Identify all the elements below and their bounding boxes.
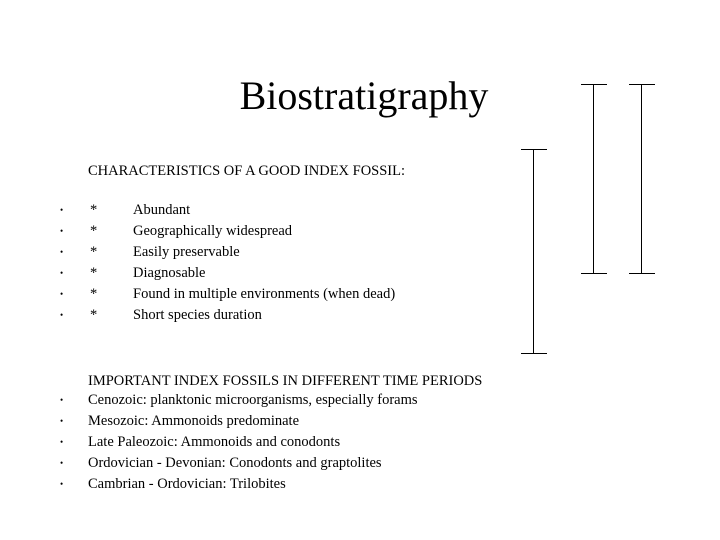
list-item-text: Easily preservable (133, 244, 240, 261)
asterisk-marker: * (90, 286, 98, 303)
asterisk-marker: * (90, 307, 98, 324)
bullet: • (60, 458, 64, 469)
list-item (60, 284, 480, 305)
bullet: • (60, 226, 64, 237)
section-heading-characteristics: CHARACTERISTICS OF A GOOD INDEX FOSSIL: (88, 163, 406, 179)
range-bar-left (521, 149, 547, 353)
range-bar-middle (581, 84, 607, 273)
index-fossils-list (60, 390, 480, 495)
list-item (60, 453, 480, 474)
list-item (60, 474, 480, 495)
list-item-text: Cenozoic: planktonic microorganisms, especially forams (88, 392, 418, 408)
list-item-text: Geographically widespread (133, 223, 293, 240)
list-item-text: Mesozoic: Ammonoids predominate (88, 413, 300, 430)
asterisk-marker: * (90, 202, 98, 218)
bullet: • (60, 437, 64, 448)
section-heading-index-fossils: IMPORTANT INDEX FOSSILS IN DIFFERENT TIME PERIODS (88, 373, 483, 389)
range-bar-right (629, 84, 655, 273)
bullet: • (60, 205, 64, 215)
bullet: • (60, 395, 64, 405)
list-item-text: Ordovician - Devonian: Conodonts and graptolites (88, 455, 382, 472)
asterisk-marker: * (90, 244, 98, 261)
list-item-text: Cambrian - Ordovician: Trilobites (88, 476, 286, 493)
list-item (60, 305, 480, 326)
list-item (60, 263, 480, 284)
list-item (60, 411, 480, 432)
characteristics-list (60, 200, 480, 327)
list-item-text: Short species duration (133, 307, 262, 324)
slide-title: Biostratigraphy (239, 73, 489, 118)
asterisk-marker: * (90, 223, 98, 240)
list-item-text: Diagnosable (133, 265, 206, 282)
list-item (60, 390, 480, 411)
bullet: • (60, 416, 64, 427)
asterisk-marker: * (90, 265, 98, 282)
bullet: • (60, 289, 64, 300)
list-item (60, 242, 480, 263)
list-item-text: Late Paleozoic: Ammonoids and conodonts (88, 434, 341, 451)
bullet: • (60, 268, 64, 279)
list-item-text: Found in multiple environments (when dead) (133, 286, 396, 303)
bullet: • (60, 310, 64, 321)
list-item (60, 200, 480, 221)
list-item-text: Abundant (133, 202, 191, 218)
bullet: • (60, 479, 64, 490)
bullet: • (60, 247, 64, 258)
list-item (60, 221, 480, 242)
list-item (60, 432, 480, 453)
